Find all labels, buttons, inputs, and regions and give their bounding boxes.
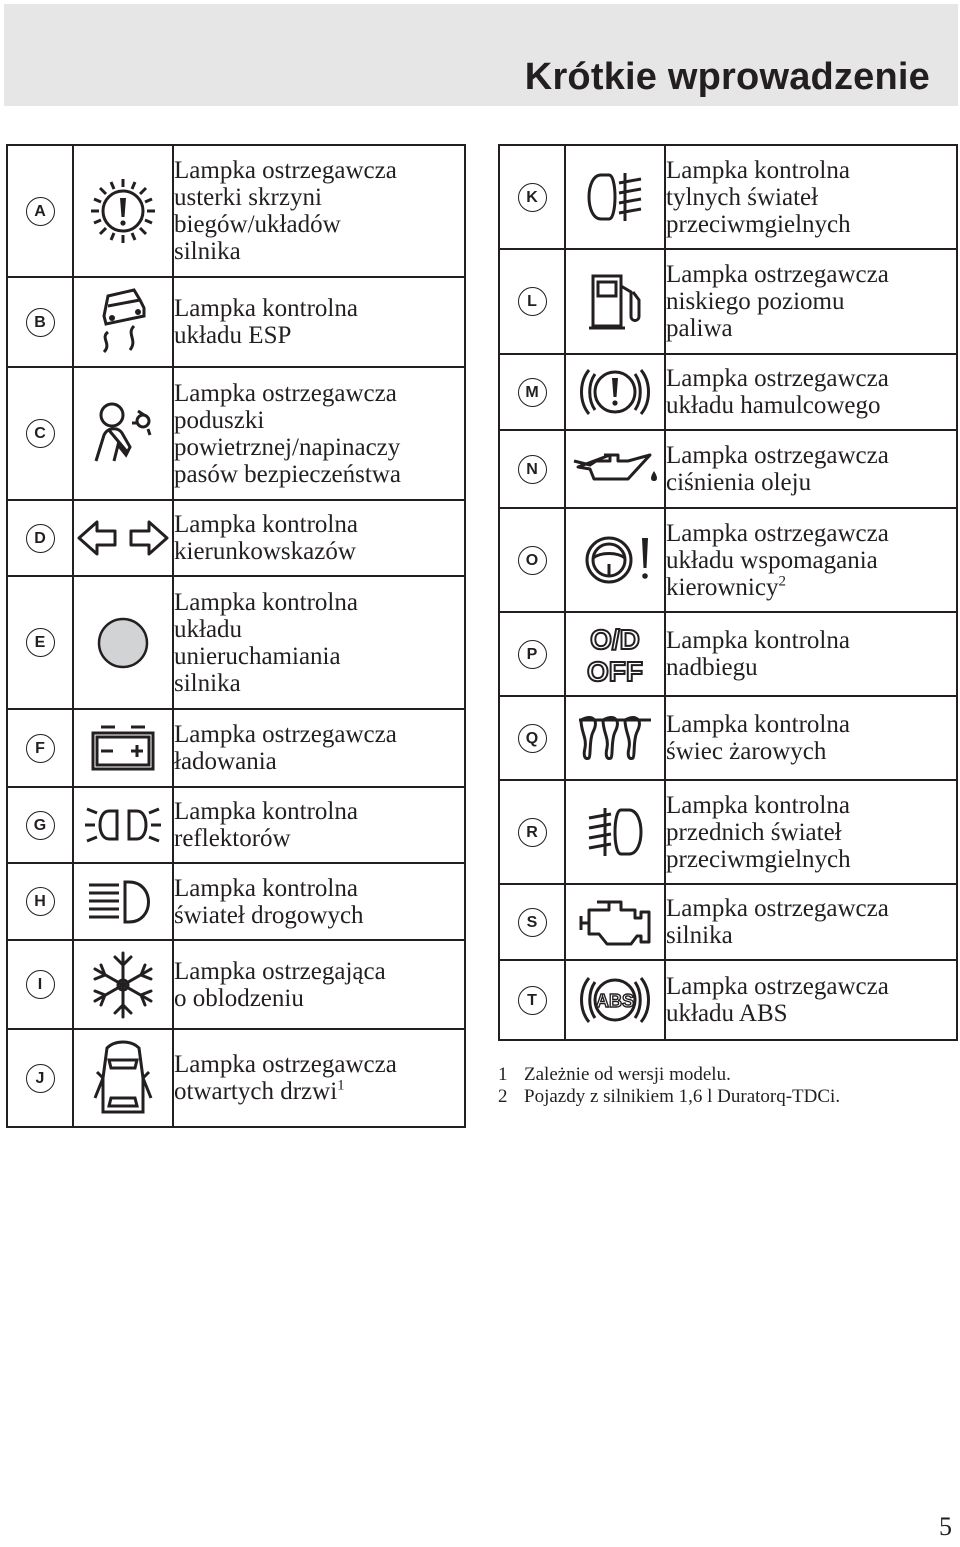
letter-label: R bbox=[518, 818, 547, 847]
footnote: 2 Pojazdy z silnikiem 1,6 l Duratorq-TDCi. bbox=[498, 1086, 841, 1107]
table-row: A Lampka ostrzegawcza usterki skrzyni biegów/układów silnika bbox=[7, 145, 465, 277]
svg-text:O/D: O/D bbox=[590, 624, 640, 655]
table-row: I Lampka ostrzegająca o oblodzeniu bbox=[7, 940, 465, 1029]
airbag-seatbelt-icon bbox=[73, 367, 173, 500]
header-bar bbox=[4, 4, 958, 106]
letter-label: D bbox=[26, 524, 55, 553]
snowflake-icon bbox=[73, 940, 173, 1029]
letter-label: L bbox=[518, 287, 547, 316]
letter-label: P bbox=[518, 640, 547, 669]
oil-can-icon bbox=[565, 430, 665, 508]
table-row: B Lampka kontrolna układu ESP bbox=[7, 277, 465, 367]
engine-icon bbox=[565, 884, 665, 960]
footnote-ref: 1 bbox=[337, 1077, 345, 1094]
fuel-pump-icon bbox=[565, 249, 665, 354]
front-fog-icon bbox=[565, 780, 665, 884]
table-row: F Lampka ostrzegawcza ładowania bbox=[7, 709, 465, 787]
brake-warning-icon bbox=[565, 354, 665, 430]
footnote-ref: 2 bbox=[778, 573, 786, 590]
letter-label: I bbox=[26, 970, 55, 999]
table-row: E Lampka kontrolna układu unieruchamiania silnika bbox=[7, 576, 465, 709]
right-lamp-table bbox=[498, 144, 958, 1041]
letter-label: A bbox=[26, 197, 55, 226]
svg-text:OFF: OFF bbox=[587, 656, 643, 687]
left-lamp-table bbox=[6, 144, 466, 1128]
table-row: T ABS Lampka ostrzegawcza układu ABS bbox=[499, 960, 957, 1040]
table-row: M Lampka ostrzegawcza układu hamulcowego bbox=[499, 354, 957, 430]
glow-plug-icon bbox=[565, 696, 665, 780]
table-row: G Lampka kontrolna reflektorów bbox=[7, 787, 465, 863]
table-row: L Lampka ostrzegawcza niskiego poziomu paliwa bbox=[499, 249, 957, 354]
table-row: D Lampka kontrolna kierunkowskazów bbox=[7, 500, 465, 576]
table-row: S Lampka ostrzegawcza silnika bbox=[499, 884, 957, 960]
door-open-car-icon bbox=[73, 1029, 173, 1127]
letter-label: G bbox=[26, 811, 55, 840]
page-title: Krótkie wprowadzenie bbox=[524, 56, 930, 98]
table-row: C Lampka ostrzegawcza poduszki powietrznej/napinaczy pasów bezpieczeństwa bbox=[7, 367, 465, 500]
table-row: Q Lampka kontrolna świec żarowych bbox=[499, 696, 957, 780]
footnotes bbox=[498, 1064, 840, 1108]
letter-label: H bbox=[26, 887, 55, 916]
high-beam-icon bbox=[73, 863, 173, 940]
letter-label: B bbox=[26, 308, 55, 337]
letter-label: F bbox=[26, 734, 55, 763]
gearbox-warning-icon bbox=[73, 145, 173, 277]
table-row: R Lampka kontrolna przednich świateł przeciwmgielnych bbox=[499, 780, 957, 884]
table-row: O Lampka ostrzegawcza układu wspomagania kierownicy$^2$ bbox=[499, 508, 957, 612]
letter-label: C bbox=[26, 419, 55, 448]
abs-icon bbox=[565, 960, 665, 1040]
letter-label: E bbox=[26, 628, 55, 657]
table-row: P O/D OFF Lampka kontrolna nadbiegu bbox=[499, 612, 957, 696]
letter-label: T bbox=[518, 986, 547, 1015]
svg-text:ABS: ABS bbox=[595, 991, 635, 1011]
page-number: 5 bbox=[939, 1512, 952, 1541]
letter-label: O bbox=[518, 546, 547, 575]
turn-signal-arrows-icon bbox=[73, 500, 173, 576]
esp-skid-car-icon bbox=[73, 277, 173, 367]
table-row: N Lampka ostrzegawcza ciśnienia oleju bbox=[499, 430, 957, 508]
immobilizer-circle-icon bbox=[73, 576, 173, 709]
letter-label: M bbox=[518, 378, 547, 407]
table-row: H Lampka kontrolna świateł drogowych bbox=[7, 863, 465, 940]
rear-fog-icon bbox=[565, 145, 665, 249]
footnote: 1 Zależnie od wersji modelu. bbox=[498, 1064, 731, 1085]
letter-label: Q bbox=[518, 724, 547, 753]
letter-label: J bbox=[26, 1064, 55, 1093]
power-steering-icon bbox=[565, 508, 665, 612]
letter-label: S bbox=[518, 908, 547, 937]
overdrive-off-icon bbox=[565, 612, 665, 696]
table-row: J Lampka ostrzegawcza otwartych drzwi$^1$ bbox=[7, 1029, 465, 1127]
letter-label: K bbox=[518, 183, 547, 212]
letter-label: N bbox=[518, 455, 547, 484]
table-row: K Lampka kontrolna tylnych świateł przeciwmgielnych bbox=[499, 145, 957, 249]
battery-icon bbox=[73, 709, 173, 787]
headlamp-icon bbox=[73, 787, 173, 863]
